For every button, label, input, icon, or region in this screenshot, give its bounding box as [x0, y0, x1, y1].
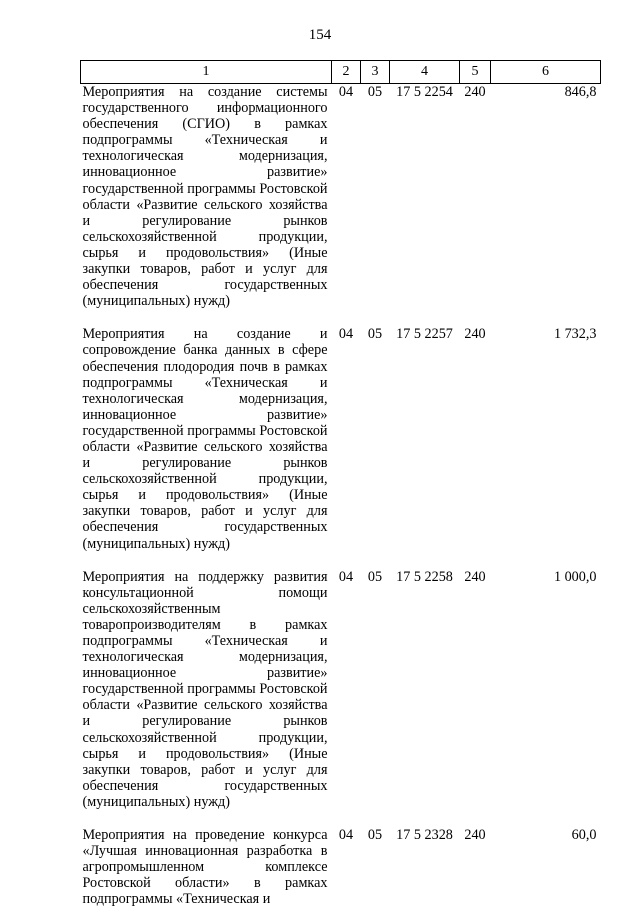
row-description: Мероприятия на поддержку развития консультационной помощи сельскохозяйственным товаропроизводителям в рамках подпрограммы «Техническая и технологическая модернизация, инновационное развитие» государственной программы Ростовской области «Развитие сельского хозяйства и регулирование рынков сельскохозяйственной продукции, сырья и продовольствия» (Иные закупки товаров, работ и услуг для обеспечения государственных (муниципальных) нужд) [82, 568, 328, 810]
column-header-2: 2 [332, 61, 361, 84]
row-podrazdel: 05 [367, 568, 383, 585]
column-header-4: 4 [390, 61, 460, 84]
column-header-1: 1 [81, 61, 332, 84]
row-description: Мероприятия на создание и сопровождение банка данных в сфере обеспечения плодородия почв в рамках подпрограммы «Техническая и технологическая модернизация, инновационное развитие» государственной программы Ростовской области «Развитие сельского хозяйства и регулирование рынков сельскохозяйственной продукции, сырья и продовольствия» (Иные закупки товаров, работ и услуг для обеспечения государственных (муниципальных) нужд) [82, 326, 328, 552]
row-amount: 1 732,3 [553, 326, 597, 343]
row-expense-type: 240 [464, 827, 486, 844]
table-header-row [81, 61, 601, 84]
table-row [81, 84, 601, 327]
row-target-article: 17 5 2328 [396, 827, 453, 844]
row-amount: 846,8 [564, 84, 597, 100]
column-header-6: 6 [491, 61, 601, 84]
row-razdel: 04 [338, 827, 354, 844]
row-target-article: 17 5 2257 [396, 326, 453, 343]
row-description: Мероприятия на создание системы государственного информационного обеспечения (СГИО) в рамках подпрограммы «Техническая и технологическая модернизация, инновационное развитие» государственной программы Ростовской области «Развитие сельского хозяйства и регулирование рынков сельскохозяйственной продукции, сырья и продовольствия» (Иные закупки товаров, работ и услуг для обеспечения государственных (муниципальных) нужд) [82, 84, 328, 310]
row-razdel: 04 [338, 84, 354, 100]
row-description: Мероприятия на проведение конкурса «Лучшая инновационная разработка в агропромышленном комплексе Ростовской области» в рамках подпрограммы «Техническая и [82, 827, 328, 908]
row-expense-type: 240 [464, 326, 486, 343]
table-row [81, 326, 601, 568]
column-header-5: 5 [460, 61, 491, 84]
budget-table-container [80, 60, 600, 908]
row-podrazdel: 05 [367, 84, 383, 100]
row-amount: 60,0 [571, 827, 597, 844]
row-razdel: 04 [338, 326, 354, 343]
row-target-article: 17 5 2254 [396, 84, 453, 100]
table-row [81, 569, 601, 827]
row-podrazdel: 05 [367, 827, 383, 844]
row-target-article: 17 5 2258 [396, 568, 453, 585]
row-razdel: 04 [338, 568, 354, 585]
row-expense-type: 240 [464, 84, 486, 100]
row-amount: 1 000,0 [553, 568, 597, 585]
row-expense-type: 240 [464, 568, 486, 585]
row-podrazdel: 05 [367, 326, 383, 343]
page-number: 154 [308, 27, 332, 43]
table-row [81, 827, 601, 907]
column-header-3: 3 [361, 61, 390, 84]
budget-table [80, 60, 601, 908]
